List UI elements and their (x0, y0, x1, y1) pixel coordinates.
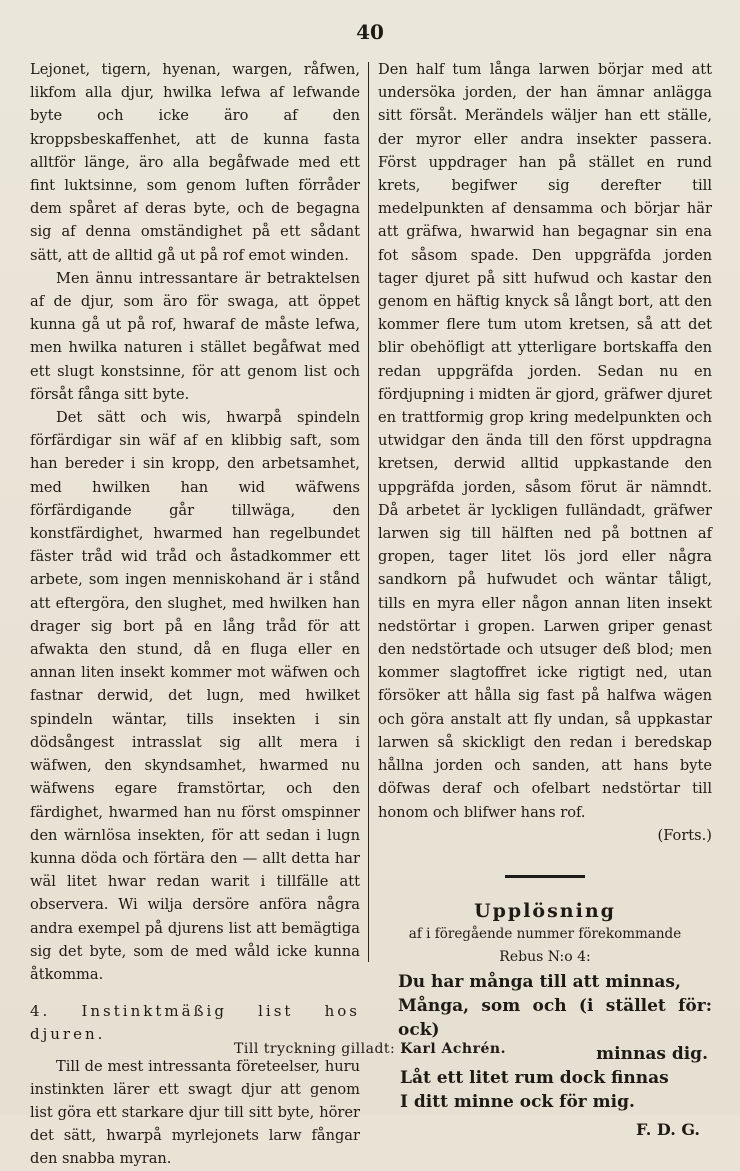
signature: F. D. G. (636, 1119, 700, 1139)
verse-line: Många, som och (i stället för: ock) (398, 995, 712, 1040)
column-divider (368, 62, 369, 962)
section-heading: 4. Instinktmäßig list hos djuren. (30, 1002, 360, 1044)
solution-title: Upplösning (474, 899, 616, 922)
paragraph: Det sätt och wis, hwarpå spindeln förfärdigar sin wäf af en klibbig saft, som han bereder i sin kropp, den arbetsamhet, med hwilken han wid wäfwens förfärdigande går tillwäga, den konstfärdighet, hwarmed han regelbundet fäster tråd wid tråd och åstadkommer ett arbete, som ingen menniskohand är i stånd att eftergöra, den slughet, med hwilken han drager sig bort på en lång tråd för att afwakta den stund, då en fluga eller en annan liten insekt kommer mot wäfwen och fastnar derwid, det lugn, med hwilket spindeln wäntar, tills insekten i sin dödsångest intrasslat sig allt mera i wäfwen, den skyndsamhet, hwarmed nu wäfwens egare framstörtar, och den färdighet, hwarmed han nu först omspinner den wärnlösa insekten, för att sedan i lugn kunna döda och förtära den — allt detta har wäl litet hwar redan warit i tillfälle att observera. Wi wilja dersöre anföra några andra exempel på djurens list att bemägtiga sig det byte, som de med wåld icke kunna åtkomma. (30, 409, 360, 983)
print-approval-footer (0, 1041, 740, 1057)
verse-line: I ditt minne ock för mig. (400, 1091, 635, 1112)
verse-line: Du har många till att minnas, (398, 971, 681, 992)
paragraph: Lejonet, tigern, hyenan, wargen, råfwen, likfom alla djur, hwilka lefwa af lefwande byte och icke äro af den kroppsbeskaffenhet, att de kunna fasta alltför länge, äro alla begåfwade med ett fint luktsinne, som genom luften förråder dem spåret af deras byte, och de begagna sig af denna omständighet på ett sådant sätt, att de alltid gå ut på rof emot winden. (30, 61, 360, 264)
separator-line (505, 875, 585, 878)
verse-line: Låt ett litet rum dock finnas (400, 1067, 669, 1088)
footer-name: Karl Achrén. (400, 1041, 506, 1057)
paragraph: Till de mest intressanta företeelser, huru instinkten lärer ett swagt djur att genom list göra ett starkare djur till sitt byte, hörer det sätt, hwarpå myrlejonets larw fångar den snabba myran. (30, 1057, 360, 1168)
paragraph: Den half tum långa larwen börjar med att undersöka jorden, der han ämnar anlägga sitt försåt. Merändels wäljer han ett ställe, der myror eller andra insekter passera. Först uppdrager han på stället en rund krets, begifwer sig derefter till medelpunkten af densamma och börjar här att gräfwa, hwarwid han begagnar sin ena fot såsom spade. Den uppgräfda jorden tager djuret på sitt hufwud och kastar den genom en häftig knyck så långt bort, att den kommer flere tum utom kretsen, så att det blir obehöfligt att ytterligare bortskaffa den redan uppgräfda jorden. Sedan nu en fördjupning i midten är gjord, gräfwer djuret en trattformig grop kring medelpunkten och utwidgar den ända till den först uppdragna kretsen, derwid alltid uppkastande den uppgräfda jorden, såsom förut är nämndt. Då arbetet är lyckligen fulländadt, gräfwer larwen sig till hälften ned på bottnen af gropen, tager litet lös jord eller några sandkorn på hufwudet och wäntar tåligt, tills en myra eller någon annan liten insekt nedstörtar i gropen. Larwen griper genast den nedstörtade och utsuger deß blod; men kommer slagtoffret icke rigtigt ned, utan försöker att hålla sig fast på halfwa wägen och göra anstalt att fly undan, så uppkastar larwen så skickligt den redan i beredskap hållna jorden och sanden, att hans byte döfwas deraf och ofelbart nedstörtar till honom och blifwer hans rof. (378, 61, 712, 821)
footer-label: Till tryckning gilladt: (234, 1041, 401, 1057)
right-column (378, 58, 712, 1141)
left-column (30, 58, 360, 1171)
solution-subtitle: af i föregående nummer förekommande (408, 926, 682, 943)
continued-note: (Forts.) (657, 826, 712, 844)
paragraph: Men ännu intressantare är betraktelsen af de djur, som äro för swaga, att öppet kunna gå ut på rof, hwaraf de måste lefwa, men hwilka naturen i stället begåfwat med ett slugt konstsinne, för att genom list och försåt fånga sitt byte. (30, 269, 360, 403)
page-number: 40 (356, 20, 384, 44)
solution-rebus-label: Rebus N:o 4: (499, 949, 591, 966)
verse-line: minnas dig. (596, 1043, 708, 1064)
